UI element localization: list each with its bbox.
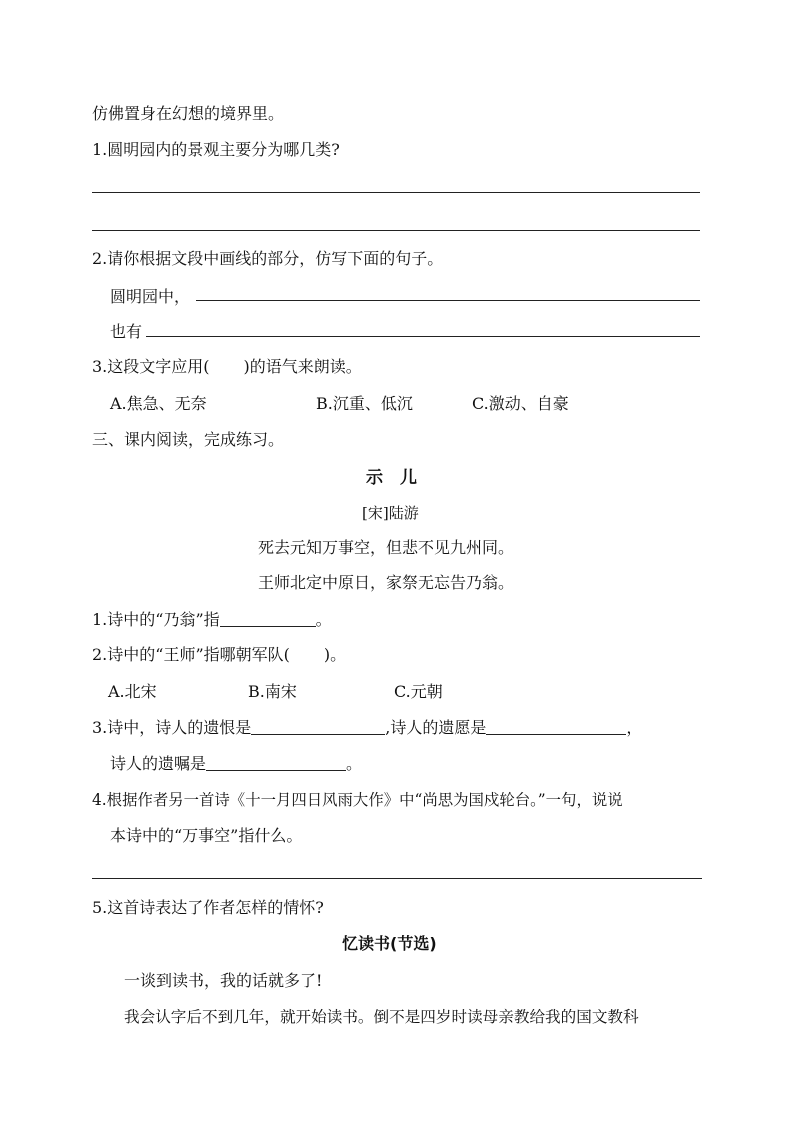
passage-tail: 仿佛置身在幻想的境界里。 <box>92 104 285 123</box>
poem-line-2: 王师北定中原日，家祭无忘告乃翁。 <box>258 573 515 592</box>
poem-title: 示 儿 <box>366 468 417 488</box>
answer-line[interactable] <box>146 336 700 337</box>
section-heading: 三、课内阅读，完成练习。 <box>92 430 285 449</box>
poem-question-3: 3.诗中，诗人的遗恨是 ,诗人的遗愿是 ， <box>92 718 643 737</box>
answer-blank[interactable] <box>486 718 626 735</box>
answer-blank[interactable] <box>220 610 316 627</box>
answer-line[interactable] <box>196 300 700 301</box>
question-1: 1.圆明园内的景观主要分为哪几类? <box>92 140 340 159</box>
option-c: C.激动、自豪 <box>472 394 569 413</box>
article-paragraph-1: 一谈到读书，我的话就多了! <box>124 971 323 990</box>
answer-line[interactable] <box>92 192 700 193</box>
poem-question-4-line-2: 本诗中的“万事空”指什么。 <box>110 826 303 845</box>
answer-blank[interactable] <box>251 718 385 735</box>
option-a: A.北宋 <box>108 682 157 701</box>
question-2: 2.请你根据文段中画线的部分，仿写下面的句子。 <box>92 249 444 268</box>
poem-question-4-line-1: 4.根据作者另一首诗《十一月四日风雨大作》中“尚思为国戍轮台。”一句，说说 <box>92 791 623 809</box>
option-b: B.南宋 <box>248 682 297 701</box>
poem-question-1: 1.诗中的“乃翁”指 。 <box>92 610 332 629</box>
option-b: B.沉重、低沉 <box>316 394 413 413</box>
poem-author: [宋]陆游 <box>362 504 419 522</box>
question-3: 3.这段文字应用( )的语气来朗读。 <box>92 357 362 376</box>
answer-blank[interactable] <box>206 754 346 771</box>
imitation-prefix-1: 圆明园中， <box>110 287 191 306</box>
answer-line[interactable] <box>92 878 702 879</box>
answer-line[interactable] <box>92 230 700 231</box>
poem-line-1: 死去元知万事空，但悲不见九州同。 <box>258 538 515 557</box>
article-title: 忆读书(节选) <box>342 934 437 953</box>
option-c: C.元朝 <box>394 682 443 701</box>
article-paragraph-2: 我会认字后不到几年，就开始读书。倒不是四岁时读母亲教给我的国文教科 <box>124 1008 639 1026</box>
option-a: A.焦急、无奈 <box>110 394 207 413</box>
poem-question-5: 5.这首诗表达了作者怎样的情怀? <box>92 898 324 917</box>
imitation-prefix-2: 也有 <box>110 322 143 341</box>
poem-question-2: 2.诗中的“王师”指哪朝军队( )。 <box>92 645 347 664</box>
poem-question-3-cont: 诗人的遗嘱是 。 <box>110 754 363 773</box>
